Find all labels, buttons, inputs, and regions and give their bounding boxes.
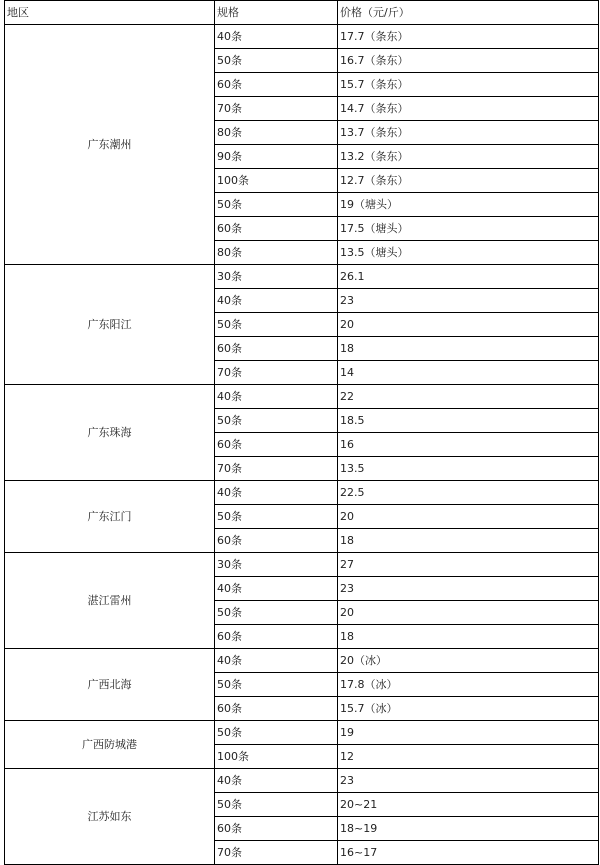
price-cell: 19（塘头） <box>338 193 599 217</box>
price-cell: 12.7（条东） <box>338 169 599 193</box>
price-cell: 13.2（条东） <box>338 145 599 169</box>
spec-cell: 60条 <box>215 697 338 721</box>
price-cell: 16~17 <box>338 841 599 865</box>
price-cell: 27 <box>338 553 599 577</box>
table-row <box>5 385 599 409</box>
spec-cell: 60条 <box>215 73 338 97</box>
spec-cell: 80条 <box>215 121 338 145</box>
price-cell: 18~19 <box>338 817 599 841</box>
region-cell: 广西防城港 <box>5 721 215 769</box>
price-cell: 13.5 <box>338 457 599 481</box>
table-row <box>5 769 599 793</box>
spec-cell: 60条 <box>215 625 338 649</box>
spec-cell: 40条 <box>215 481 338 505</box>
spec-cell: 50条 <box>215 793 338 817</box>
price-cell: 19 <box>338 721 599 745</box>
spec-cell: 50条 <box>215 409 338 433</box>
spec-cell: 60条 <box>215 529 338 553</box>
price-cell: 14.7（条东） <box>338 97 599 121</box>
spec-cell: 70条 <box>215 841 338 865</box>
price-cell: 26.1 <box>338 265 599 289</box>
spec-cell: 100条 <box>215 745 338 769</box>
spec-cell: 60条 <box>215 217 338 241</box>
spec-cell: 50条 <box>215 673 338 697</box>
price-cell: 17.7（条东） <box>338 25 599 49</box>
price-cell: 22 <box>338 385 599 409</box>
price-cell: 18 <box>338 529 599 553</box>
spec-cell: 50条 <box>215 193 338 217</box>
header-region: 地区 <box>5 1 215 25</box>
region-cell: 广东江门 <box>5 481 215 553</box>
price-cell: 13.7（条东） <box>338 121 599 145</box>
price-cell: 23 <box>338 577 599 601</box>
spec-cell: 80条 <box>215 241 338 265</box>
spec-cell: 100条 <box>215 169 338 193</box>
price-cell: 17.8（冰） <box>338 673 599 697</box>
spec-cell: 60条 <box>215 433 338 457</box>
spec-cell: 40条 <box>215 769 338 793</box>
price-cell: 20~21 <box>338 793 599 817</box>
price-cell: 16.7（条东） <box>338 49 599 73</box>
header-price: 价格（元/斤） <box>338 1 599 25</box>
price-cell: 23 <box>338 289 599 313</box>
region-cell: 湛江雷州 <box>5 553 215 649</box>
spec-cell: 90条 <box>215 145 338 169</box>
price-cell: 20 <box>338 505 599 529</box>
spec-cell: 40条 <box>215 25 338 49</box>
price-cell: 15.7（条东） <box>338 73 599 97</box>
spec-cell: 70条 <box>215 361 338 385</box>
spec-cell: 50条 <box>215 49 338 73</box>
spec-cell: 60条 <box>215 817 338 841</box>
spec-cell: 70条 <box>215 457 338 481</box>
table-row <box>5 265 599 289</box>
spec-cell: 40条 <box>215 577 338 601</box>
spec-cell: 50条 <box>215 313 338 337</box>
price-cell: 15.7（冰） <box>338 697 599 721</box>
spec-cell: 30条 <box>215 553 338 577</box>
price-cell: 17.5（塘头） <box>338 217 599 241</box>
region-cell: 广东潮州 <box>5 25 215 265</box>
table-row <box>5 721 599 745</box>
table-row <box>5 25 599 49</box>
price-cell: 13.5（塘头） <box>338 241 599 265</box>
table-row <box>5 481 599 505</box>
price-cell: 16 <box>338 433 599 457</box>
region-cell: 广西北海 <box>5 649 215 721</box>
price-cell: 23 <box>338 769 599 793</box>
spec-cell: 40条 <box>215 649 338 673</box>
price-cell: 20 <box>338 313 599 337</box>
price-cell: 18.5 <box>338 409 599 433</box>
spec-cell: 50条 <box>215 505 338 529</box>
price-cell: 18 <box>338 625 599 649</box>
price-cell: 20（冰） <box>338 649 599 673</box>
spec-cell: 60条 <box>215 337 338 361</box>
table-body <box>5 25 599 865</box>
spec-cell: 40条 <box>215 385 338 409</box>
price-table <box>4 0 599 865</box>
region-cell: 广东阳江 <box>5 265 215 385</box>
table-row <box>5 553 599 577</box>
price-cell: 12 <box>338 745 599 769</box>
header-row <box>5 1 599 25</box>
region-cell: 江苏如东 <box>5 769 215 865</box>
region-cell: 广东珠海 <box>5 385 215 481</box>
spec-cell: 70条 <box>215 97 338 121</box>
spec-cell: 50条 <box>215 601 338 625</box>
price-cell: 20 <box>338 601 599 625</box>
price-cell: 14 <box>338 361 599 385</box>
price-cell: 18 <box>338 337 599 361</box>
spec-cell: 30条 <box>215 265 338 289</box>
spec-cell: 40条 <box>215 289 338 313</box>
table-row <box>5 649 599 673</box>
spec-cell: 50条 <box>215 721 338 745</box>
price-cell: 22.5 <box>338 481 599 505</box>
header-spec: 规格 <box>215 1 338 25</box>
